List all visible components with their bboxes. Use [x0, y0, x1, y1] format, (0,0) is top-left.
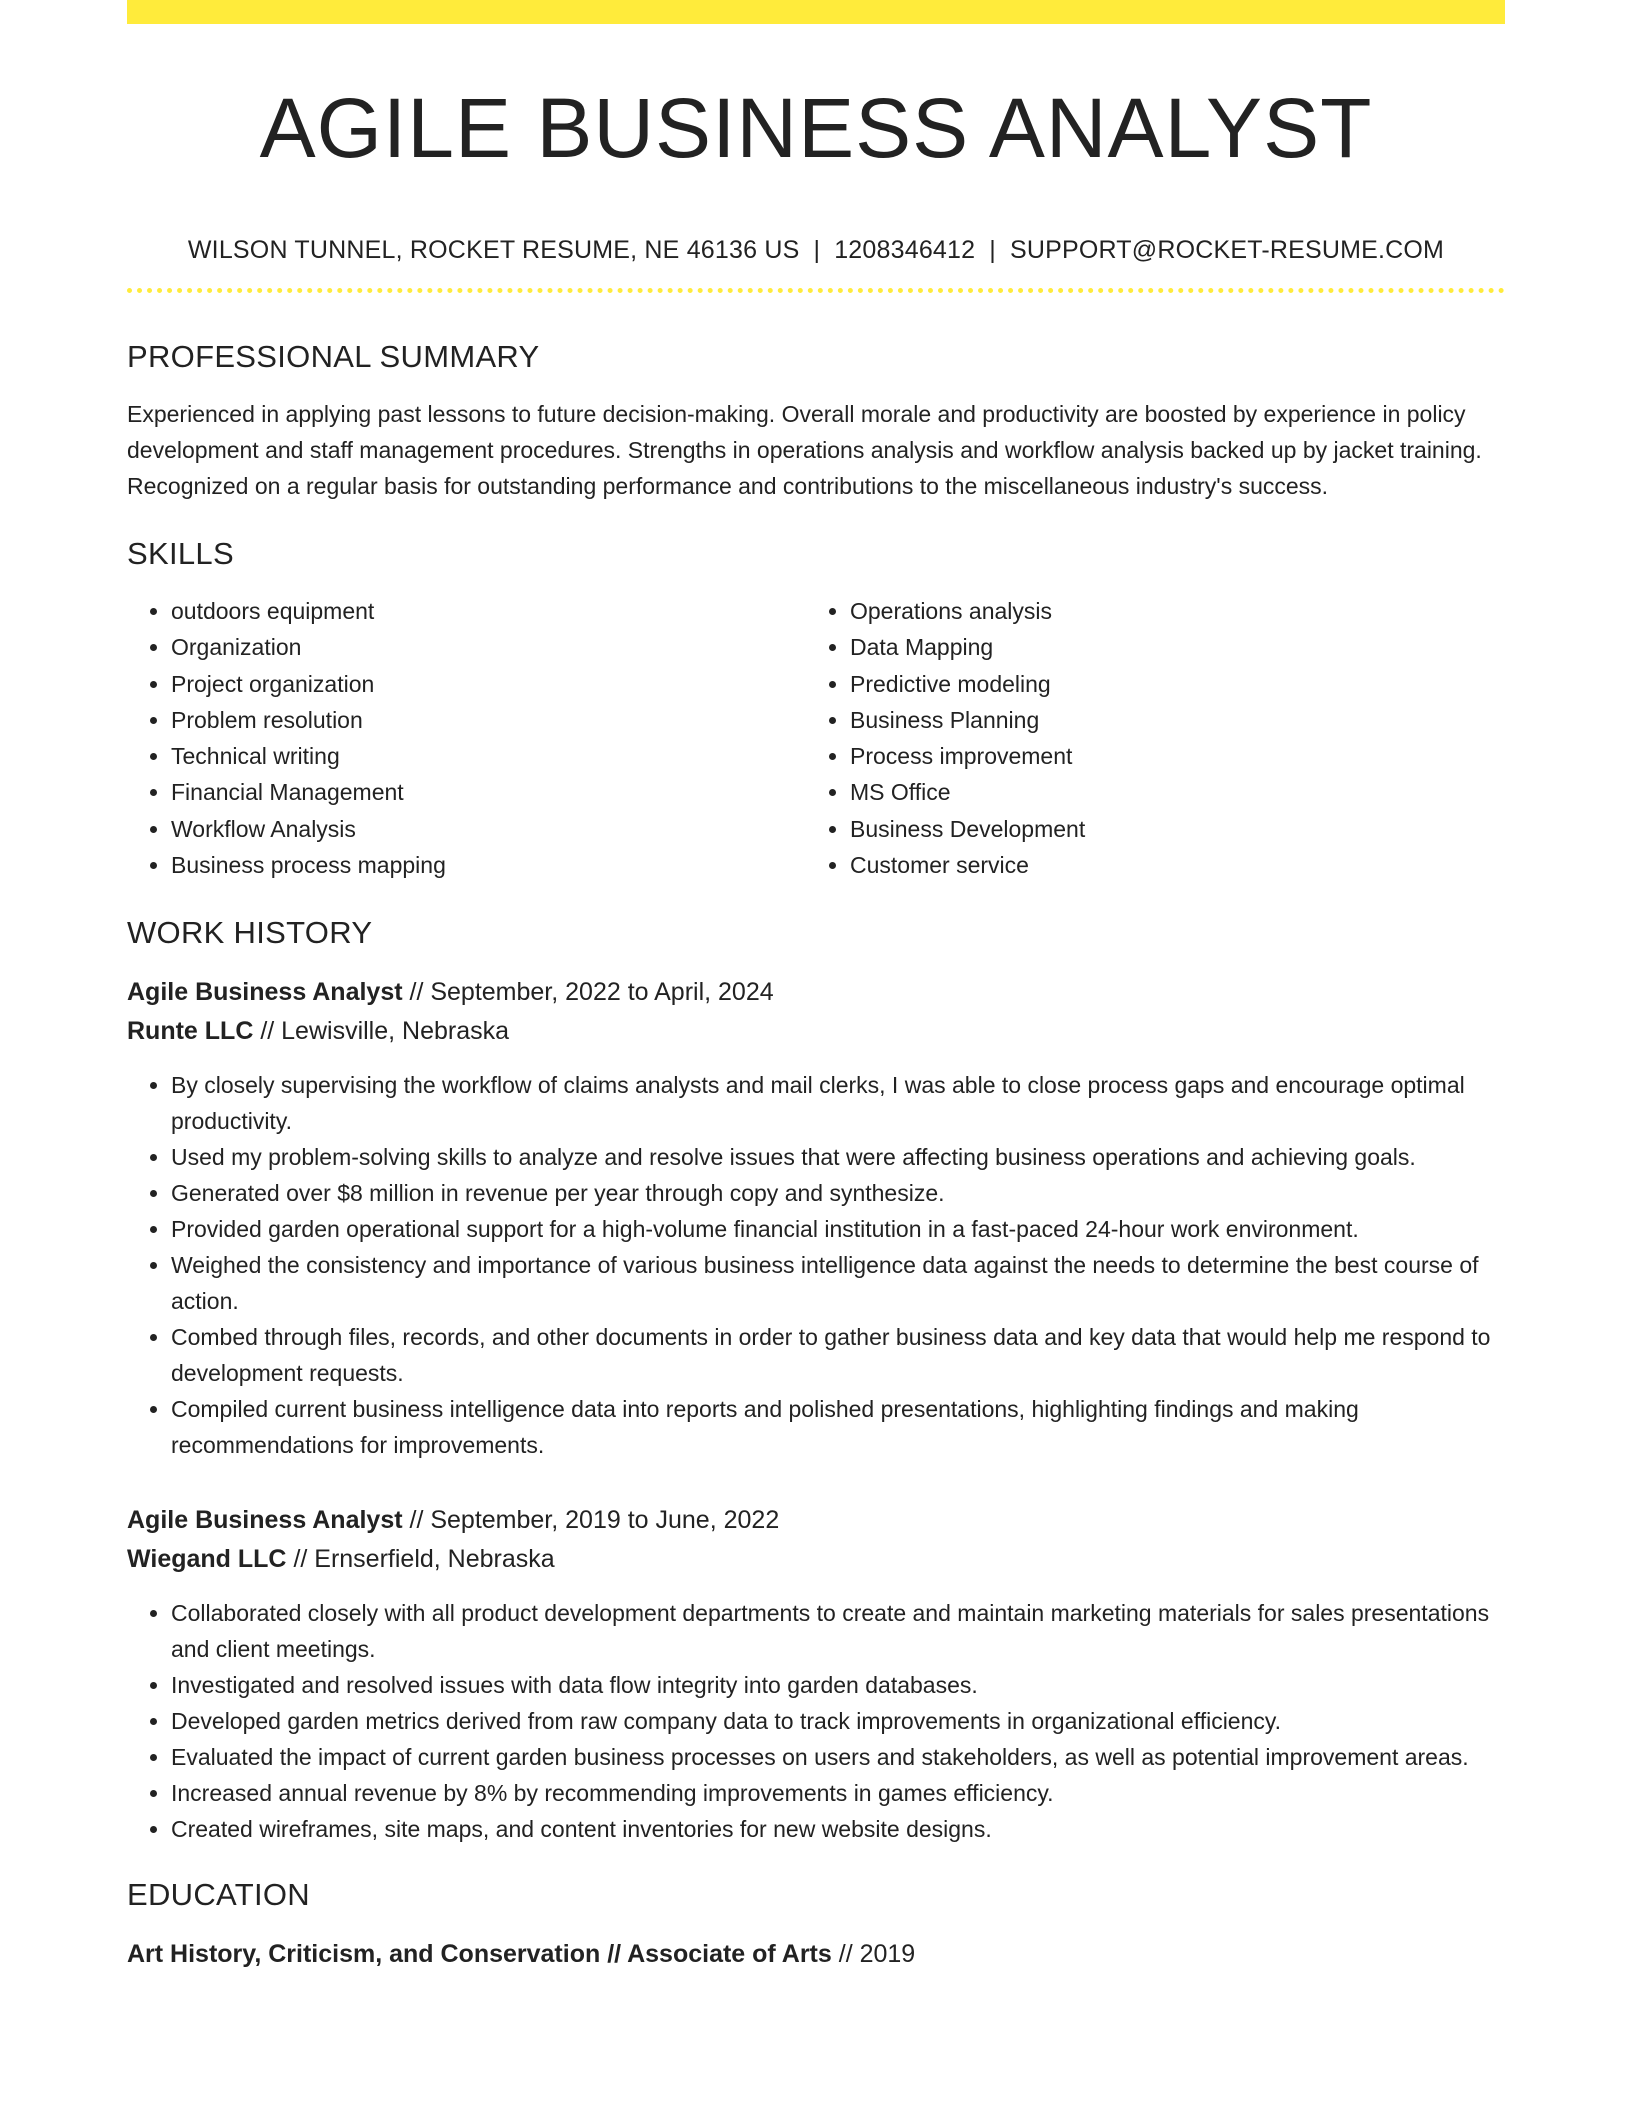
- work-history-heading: WORK HISTORY: [127, 915, 373, 951]
- education-heading: EDUCATION: [127, 1877, 310, 1913]
- summary-text: Experienced in applying past lessons to future decision-making. Overall morale and productivity are boosted by experience in policy development and staff management procedures. Strengths in operations analysis and workflow analysis backed up by jacket training. Recognized on a regular basis for outstanding performance and contributions to the miscellaneous industry's success.: [127, 401, 1482, 499]
- job-bullet: • Evaluated the impact of current garden business processes on users and stakeholders, as well as potential improvement areas.: [171, 1739, 1505, 1775]
- contact-separator: |: [813, 236, 821, 264]
- contact-email: SUPPORT@ROCKET-RESUME.COM: [1009, 236, 1445, 264]
- job-bullets: [127, 1067, 1505, 1463]
- skill-item: • Organization: [171, 629, 806, 665]
- job-title-line: [127, 1501, 1505, 1540]
- job-bullet: • Developed garden metrics derived from raw company data to track improvements in organizational efficiency.: [171, 1703, 1505, 1739]
- dotted-divider: [127, 288, 1505, 293]
- job-title-line: [127, 973, 1505, 1012]
- job-location: // Ernserfield, Nebraska: [286, 1545, 555, 1574]
- work-history-section: [127, 913, 1505, 1847]
- job-bullet: • Combed through files, records, and other documents in order to gather business data and key data that would help me respond to development requests.: [171, 1319, 1505, 1391]
- skill-item: • outdoors equipment: [171, 593, 806, 629]
- summary-heading: PROFESSIONAL SUMMARY: [127, 339, 540, 374]
- contact-line: [127, 234, 1505, 266]
- education-entry: [127, 1935, 1505, 1974]
- skill-item: • Project organization: [171, 666, 806, 702]
- skill-item: • MS Office: [850, 774, 1485, 810]
- job-bullet: • Investigated and resolved issues with data flow integrity into garden databases.: [171, 1667, 1505, 1703]
- resume-page: [127, 0, 1505, 1974]
- job-bullet: • Generated over $8 million in revenue per year through copy and synthesize.: [171, 1175, 1505, 1211]
- skills-list-left: [127, 593, 806, 883]
- job-title: Agile Business Analyst: [127, 978, 403, 1007]
- resume-name: AGILE BUSINESS ANALYST: [259, 81, 1373, 175]
- job-company: Runte LLC: [127, 1017, 254, 1046]
- job-dates: // September, 2019 to June, 2022: [402, 1506, 780, 1535]
- skill-item: • Business process mapping: [171, 847, 806, 883]
- job-location: // Lewisville, Nebraska: [253, 1017, 510, 1046]
- job-bullet: • Compiled current business intelligence data into reports and polished presentations, highlighting findings and making recommendations for improvements.: [171, 1391, 1505, 1463]
- job-bullet: • Collaborated closely with all product development departments to create and maintain marketing materials for sales presentations and client meetings.: [171, 1595, 1505, 1667]
- skill-item: • Workflow Analysis: [171, 811, 806, 847]
- job-entry: [127, 1501, 1505, 1847]
- job-dates: // September, 2022 to April, 2024: [402, 978, 774, 1007]
- job-bullet: • Weighed the consistency and importance of various business intelligence data against the needs to determine the best course of action.: [171, 1247, 1505, 1319]
- job-company: Wiegand LLC: [127, 1545, 287, 1574]
- summary-section: [127, 337, 1505, 504]
- job-company-line: [127, 1540, 1505, 1579]
- skills-columns: [127, 593, 1505, 883]
- job-company-line: [127, 1012, 1505, 1051]
- accent-top-bar: [127, 0, 1505, 24]
- skill-item: • Business Development: [850, 811, 1485, 847]
- skill-item: • Business Planning: [850, 702, 1485, 738]
- contact-phone: 1208346412: [834, 236, 976, 264]
- job-bullet: • Used my problem-solving skills to analyze and resolve issues that were affecting business operations and achieving goals.: [171, 1139, 1505, 1175]
- job-title: Agile Business Analyst: [127, 1506, 403, 1535]
- contact-separator: |: [989, 236, 996, 264]
- job-entry: [127, 973, 1505, 1463]
- skills-heading: SKILLS: [127, 536, 234, 571]
- skill-item: • Operations analysis: [850, 593, 1485, 629]
- job-bullet: • By closely supervising the workflow of claims analysts and mail clerks, I was able to close process gaps and encourage optimal productivity.: [171, 1067, 1505, 1139]
- job-bullet: • Created wireframes, site maps, and content inventories for new website designs.: [171, 1811, 1505, 1847]
- education-degree: Art History, Criticism, and Conservation // Associate of Arts: [127, 1940, 832, 1969]
- contact-address: WILSON TUNNEL, ROCKET RESUME, NE 46136 US: [187, 236, 800, 264]
- skill-item: • Financial Management: [171, 774, 806, 810]
- skills-section: [127, 534, 1505, 883]
- education-section: [127, 1875, 1505, 1974]
- skill-item: • Process improvement: [850, 738, 1485, 774]
- skill-item: • Problem resolution: [171, 702, 806, 738]
- skills-list-right: [806, 593, 1485, 883]
- job-bullets: [127, 1595, 1505, 1847]
- job-bullet: • Provided garden operational support for a high-volume financial institution in a fast-paced 24-hour work environment.: [171, 1211, 1505, 1247]
- skill-item: • Technical writing: [171, 738, 806, 774]
- skill-item: • Customer service: [850, 847, 1485, 883]
- skill-item: • Data Mapping: [850, 629, 1485, 665]
- job-bullet: • Increased annual revenue by 8% by recommending improvements in games efficiency.: [171, 1775, 1505, 1811]
- skill-item: • Predictive modeling: [850, 666, 1485, 702]
- education-year: // 2019: [831, 1940, 916, 1969]
